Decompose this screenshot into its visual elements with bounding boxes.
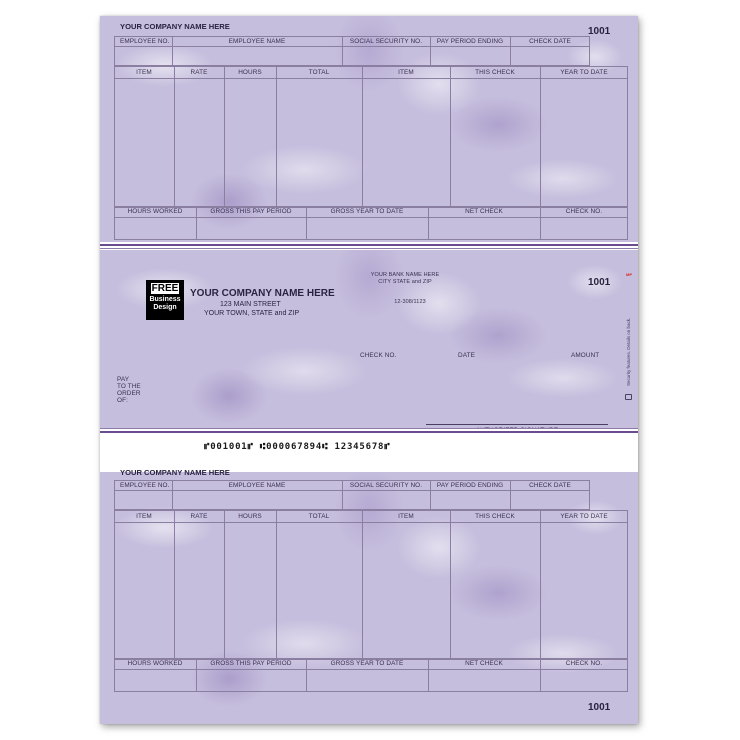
- footer-check-no: CHECK NO.: [565, 208, 603, 215]
- column-rate: RATE: [190, 69, 208, 76]
- top-stub: [100, 16, 638, 242]
- header-employee-no: EMPLOYEE NO.: [120, 38, 170, 45]
- bank-city: CITY STATE and ZIP: [378, 279, 432, 285]
- check-company-name: YOUR COMPANY NAME HERE: [190, 288, 335, 299]
- earnings-table: [114, 66, 628, 208]
- footer-gross-this-period-2: GROSS THIS PAY PERIOD: [210, 660, 292, 667]
- payroll-check-sheet: [100, 16, 638, 724]
- footer-net-check-2: NET CHECK: [465, 660, 503, 667]
- column-this-check-2: THIS CHECK: [475, 513, 515, 520]
- signature-line: [426, 424, 608, 425]
- header-pay-period-ending: PAY PERIOD ENDING: [436, 38, 504, 45]
- stub2-check-number: 1001: [588, 702, 611, 713]
- stub2-company-name: YOUR COMPANY NAME HERE: [120, 468, 230, 477]
- security-features-note: Security features. Details on back.: [626, 317, 631, 386]
- column-item: ITEM: [136, 69, 152, 76]
- routing-fraction: 12-308/1123: [394, 299, 426, 305]
- column-rate-2: RATE: [190, 513, 208, 520]
- stub-company-name: YOUR COMPANY NAME HERE: [120, 22, 230, 31]
- mp-mark: MP: [626, 272, 632, 277]
- header-check-date: CHECK DATE: [529, 38, 571, 45]
- earnings-table-2: [114, 510, 628, 660]
- column-deduction-item: ITEM: [398, 69, 414, 76]
- header-check-date-2: CHECK DATE: [529, 482, 571, 489]
- padlock-icon: [625, 394, 632, 400]
- header-ssn-2: SOCIAL SECURITY NO.: [349, 482, 423, 489]
- amount-label: AMOUNT: [571, 352, 600, 359]
- check-body: [100, 250, 638, 428]
- header-pay-period-ending-2: PAY PERIOD ENDING: [436, 482, 504, 489]
- header-employee-name: EMPLOYEE NAME: [228, 38, 286, 45]
- header-ssn: SOCIAL SECURITY NO.: [349, 38, 423, 45]
- micr-line: ⑈001001⑈ ⑆000067894⑆ 12345678⑈: [204, 442, 391, 452]
- check-street: 123 MAIN STREET: [220, 301, 281, 308]
- footer-check-no-2: CHECK NO.: [565, 660, 603, 667]
- footer-hours-worked-2: HOURS WORKED: [127, 660, 183, 667]
- column-deduction-item-2: ITEM: [398, 513, 414, 520]
- column-item-2: ITEM: [136, 513, 152, 520]
- free-business-design-logo: FREE Business Design: [146, 280, 184, 320]
- footer-gross-this-period: GROSS THIS PAY PERIOD: [210, 208, 292, 215]
- perforation-rule-bottom: [100, 431, 638, 433]
- micr-band: [100, 428, 638, 472]
- pay-to-order-label: PAY TO THE ORDER OF:: [117, 376, 141, 404]
- column-this-check: THIS CHECK: [475, 69, 515, 76]
- bottom-stub: [100, 472, 638, 724]
- column-hours: HOURS: [238, 69, 262, 76]
- column-total-2: TOTAL: [308, 513, 330, 520]
- check-city: YOUR TOWN, STATE and ZIP: [204, 310, 300, 317]
- stub-check-number: 1001: [588, 26, 611, 37]
- footer-gross-ytd: GROSS YEAR TO DATE: [330, 208, 404, 215]
- check-number: 1001: [588, 277, 611, 288]
- footer-net-check: NET CHECK: [465, 208, 503, 215]
- header-employee-name-2: EMPLOYEE NAME: [228, 482, 286, 489]
- footer-gross-ytd-2: GROSS YEAR TO DATE: [330, 660, 404, 667]
- column-year-to-date-2: YEAR TO DATE: [560, 513, 608, 520]
- header-employee-no-2: EMPLOYEE NO.: [120, 482, 170, 489]
- perforation-rule-top: [100, 244, 638, 246]
- bank-name: YOUR BANK NAME HERE: [370, 272, 440, 278]
- footer-hours-worked: HOURS WORKED: [127, 208, 183, 215]
- column-year-to-date: YEAR TO DATE: [560, 69, 608, 76]
- date-label: DATE: [458, 352, 475, 359]
- check-no-label: CHECK NO.: [360, 352, 397, 359]
- column-hours-2: HOURS: [238, 513, 262, 520]
- column-total: TOTAL: [308, 69, 330, 76]
